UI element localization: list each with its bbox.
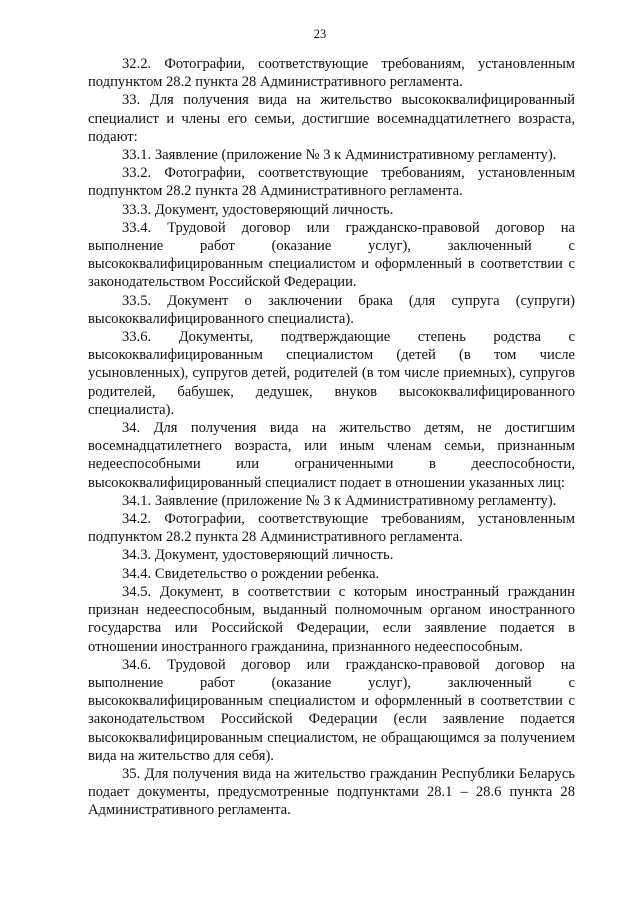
paragraph-32-2: 32.2. Фотографии, соответствующие требованиям, установленным подпунктом 28.2 пункта 28 Административного регламента. <box>88 56 575 91</box>
paragraph-34-1: 34.1. Заявление (приложение № 3 к Административному регламенту). <box>122 492 557 509</box>
paragraph-33-1: 33.1. Заявление (приложение № 3 к Административному регламенту). <box>122 147 557 164</box>
paragraph-33-4: 33.4. Трудовой договор или гражданско-правовой договор на выполнение работ (оказание услуг), заключенный с высококвалифицированным специалистом и оформленный в соответствии с законодательством Российской Федерации. <box>88 219 575 291</box>
paragraph-33-2: 33.2. Фотографии, соответствующие требованиям, установленным подпунктом 28.2 пункта 28 Административного регламента. <box>88 165 575 200</box>
paragraph-35: 35. Для получения вида на жительство гражданин Республики Беларусь подает документы, предусмотренные подпунктами 28.1 – 28.6 пункта 28 Административного регламента. <box>88 765 575 819</box>
paragraph-34: 34. Для получения вида на жительство детям, не достигшим восемнадцатилетнего возраста, или иным членам семьи, признанным недееспособными или ограниченными в дееспособности, высококвалифицированный специалист подает в отношении указанных лиц: <box>88 420 575 491</box>
paragraph-34-5: 34.5. Документ, в соответствии с которым иностранный гражданин признан недееспособным, выданный полномочным органом иностранного государства или Российской Федерации, если заявление подается в отношении иностранного гражданина, признанного недееспособным. <box>88 583 575 655</box>
page-number: 23 <box>313 27 327 41</box>
paragraph-33-5: 33.5. Документ о заключении брака (для супруга (супруги) высококвалифицированного специалиста). <box>88 292 575 327</box>
paragraph-34-6: 34.6. Трудовой договор или гражданско-правовой договор на выполнение работ (оказание услуг), заключенный с высококвалифицированным специалистом и оформленный в соответствии с законодательством Российской Федерации (если заявление подается высококвалифицированным специалистом, не обращающимся за получением вида на жительство для себя). <box>88 656 575 764</box>
paragraph-34-3: 34.3. Документ, удостоверяющий личность. <box>122 547 394 564</box>
paragraph-33: 33. Для получения вида на жительство высококвалифицированный специалист и члены его семьи, достигшие восемнадцатилетнего возраста, подают: <box>88 92 575 145</box>
paragraph-34-4: 34.4. Свидетельство о рождении ребенка. <box>122 565 380 582</box>
document-body <box>88 55 575 820</box>
paragraph-34-2: 34.2. Фотографии, соответствующие требованиям, установленным подпунктом 28.2 пункта 28 Административного регламента. <box>88 511 575 546</box>
paragraph-33-6: 33.6. Документы, подтверждающие степень родства с высококвалифицированным специалистом (детей (в том числе усыновленных), супругов детей, родителей (в том числе приемных), супругов родителей, бабушек, дедушек, внуков высококвалифицированного специалиста). <box>88 329 575 418</box>
paragraph-33-3: 33.3. Документ, удостоверяющий личность. <box>122 201 394 218</box>
